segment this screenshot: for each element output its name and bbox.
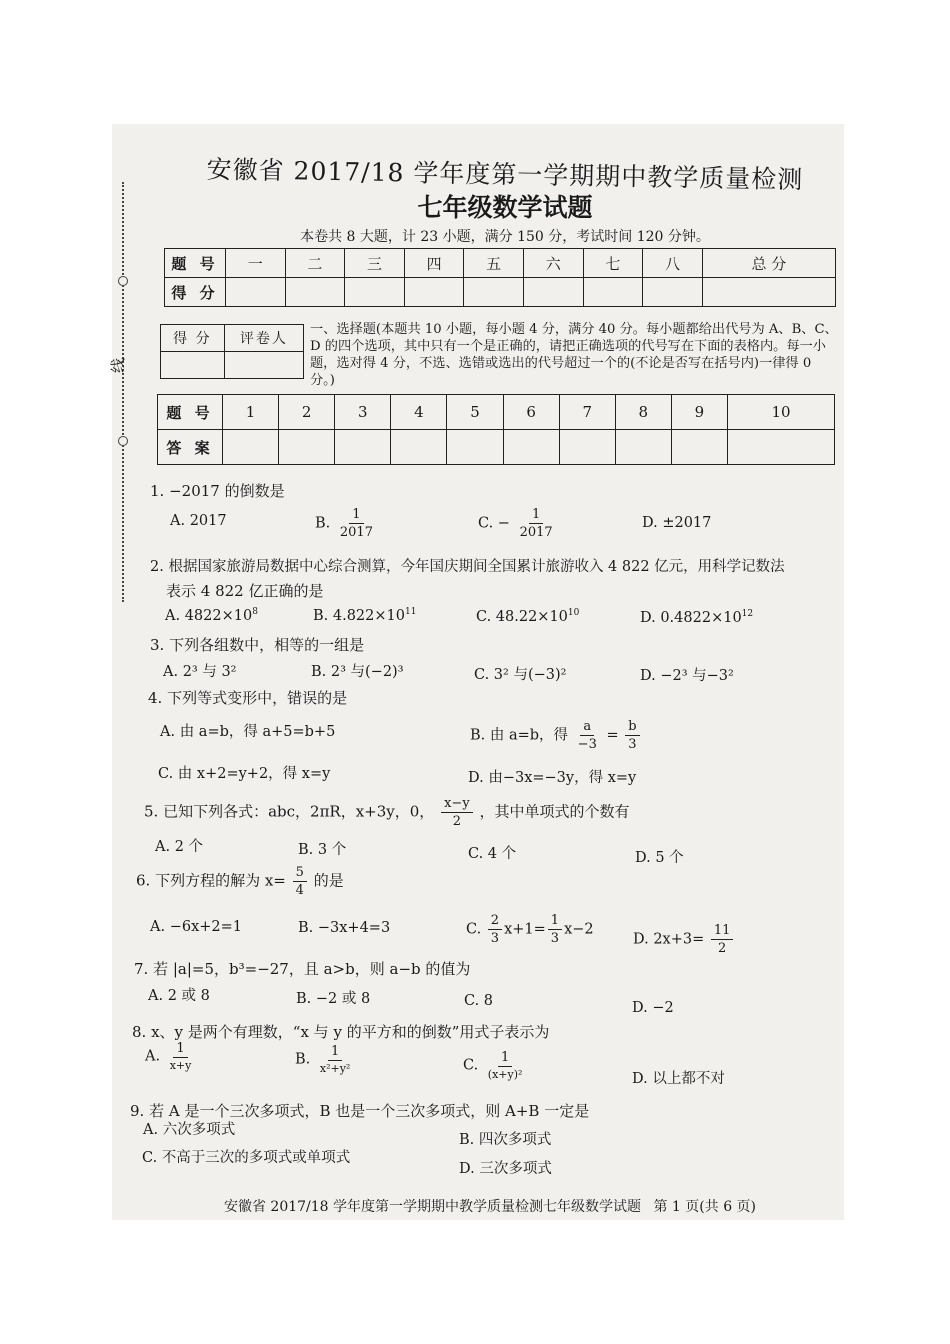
q8-b-num: 1 (328, 1045, 342, 1061)
q2-option-d (640, 609, 753, 626)
score-table (164, 248, 836, 307)
q6-d-fraction (711, 924, 734, 955)
q4-b-prefix: B. 由 a=b，得 (470, 727, 569, 744)
q4-b-fraction-2 (625, 720, 639, 751)
q7-option-a: A. 2 或 8 (148, 988, 210, 1004)
q6-option-c (466, 914, 594, 945)
answer-cell[interactable] (279, 430, 335, 465)
score-cell[interactable] (702, 278, 835, 307)
q5-option-c: C. 4 个 (468, 846, 517, 862)
grader-score-cell[interactable] (161, 352, 225, 379)
answer-number-10: 10 (727, 395, 834, 430)
q5-option-d: D. 5 个 (635, 850, 684, 866)
q6-option-a: A. −6x+2=1 (150, 919, 242, 935)
q8-option-c (463, 1051, 527, 1080)
q2-stem-line2: 表示 4 822 亿正确的是 (166, 582, 324, 600)
q6-d-den: 2 (718, 941, 727, 956)
score-cell[interactable] (226, 278, 286, 307)
q1-b-prefix: B. (315, 515, 331, 532)
q4-option-c: C. 由 x+2=y+2，得 x=y (158, 766, 331, 782)
answer-number-2: 2 (279, 395, 335, 430)
q2-option-a (165, 607, 258, 624)
score-col-total: 总 分 (702, 249, 835, 278)
answer-cell[interactable] (391, 430, 447, 465)
q2-option-c (476, 608, 579, 625)
q1-stem: 1. −2017 的倒数是 (150, 482, 285, 500)
q6-c-num2: 1 (548, 914, 562, 930)
q7-stem: 7. 若 |a|=5，b³=−27，且 a>b，则 a−b 的值为 (134, 960, 471, 978)
grader-name-label: 评卷人 (224, 325, 303, 352)
q6-c-num1: 2 (488, 914, 502, 930)
q4-option-d: D. 由−3x=−3y，得 x=y (468, 770, 637, 786)
q1-b-fraction (337, 508, 376, 539)
answer-cell[interactable] (447, 430, 503, 465)
score-table-score-row (165, 278, 836, 307)
q8-c-den: (x+y)² (487, 1068, 523, 1081)
q4-b-fraction-1 (575, 720, 600, 751)
section1-intro: 一、选择题(本题共 10 小题，每小题 4 分，满分 40 分。每小题都给出代号为 A、B、C、D 的四个选项，其中只有一个是正确的，请把正确选项的代号写在下面的表格内。每一小题，选对得 4 分，不选、选错或选出的代号超过一个的(不论是否写在括号内)一律得 0 分。) (310, 322, 838, 388)
q5-option-a: A. 2 个 (155, 839, 204, 855)
q8-c-fraction (485, 1051, 526, 1080)
q5-stem-den: 2 (452, 814, 462, 829)
q1-option-c (478, 508, 558, 539)
score-cell[interactable] (643, 278, 703, 307)
q4-option-b (470, 720, 642, 751)
q7-option-d: D. −2 (632, 1000, 674, 1016)
q9-option-b: B. 四次多项式 (459, 1132, 552, 1148)
q5-stem-fraction (441, 797, 473, 828)
q8-stem: 8. x、y 是两个有理数，“x 与 y 的平方和的倒数”用式子表示为 (132, 1023, 550, 1041)
exam-title: 安徽省 2017/18 学年度第一学期期中教学质量检测 (206, 154, 804, 195)
answer-number-7: 7 (559, 395, 615, 430)
answer-number-6: 6 (503, 395, 559, 430)
score-col-3: 三 (345, 249, 405, 278)
score-col-7: 七 (583, 249, 643, 278)
q2-stem-line1: 2. 根据国家旅游局数据中心综合测算，今年国庆期间全国累计旅游收入 4 822 亿元，用科学记数法 (150, 559, 785, 575)
answer-number-9: 9 (671, 395, 727, 430)
answer-cell[interactable] (503, 430, 559, 465)
q9-option-a: A. 六次多项式 (143, 1122, 236, 1138)
q8-a-num: 1 (173, 1042, 187, 1058)
q4-option-a: A. 由 a=b，得 a+5=b+5 (160, 724, 336, 740)
q2-b-exp: 11 (404, 607, 417, 617)
grader-table (160, 324, 304, 379)
q6-c-den1: 3 (490, 931, 500, 946)
binding-label: 线 (109, 357, 128, 374)
q1-option-b (315, 508, 378, 539)
answer-table (157, 394, 835, 465)
q3-stem: 3. 下列各组数中，相等的一组是 (150, 636, 365, 654)
answer-number-8: 8 (615, 395, 671, 430)
q1-c-num: 1 (529, 508, 543, 524)
answer-cell[interactable] (727, 430, 834, 465)
q2-a-base: A. 4822×10 (165, 607, 253, 624)
q1-b-den: 2017 (339, 525, 373, 540)
score-col-4: 四 (404, 249, 464, 278)
q3-option-a: A. 2³ 与 3² (163, 664, 237, 680)
score-col-2: 二 (285, 249, 345, 278)
q5-stem-suffix: ，其中单项式的个数有 (479, 802, 630, 821)
q6-c-mid: x+1= (504, 921, 546, 938)
score-col-6: 六 (523, 249, 583, 278)
q1-c-den: 2017 (519, 525, 553, 540)
answer-cell[interactable] (671, 430, 727, 465)
q4-stem: 4. 下列等式变形中，错误的是 (148, 689, 348, 707)
score-row-label: 得 分 (165, 278, 226, 307)
q9-stem: 9. 若 A 是一个三次多项式，B 也是一个三次多项式，则 A+B 一定是 (130, 1102, 590, 1120)
grader-name-cell[interactable] (224, 352, 303, 379)
score-cell[interactable] (464, 278, 524, 307)
q8-b-fraction (317, 1045, 353, 1074)
q4-b-num1: a (580, 720, 594, 736)
q8-option-b (295, 1045, 355, 1074)
q8-a-fraction (167, 1042, 195, 1071)
q8-b-den: x²+y² (319, 1062, 351, 1075)
q7-option-c: C. 8 (464, 993, 494, 1009)
answer-cell[interactable] (615, 430, 671, 465)
answer-row-label: 答 案 (158, 430, 223, 465)
exam-instructions: 本卷共 8 大题，计 23 小题，满分 150 分，考试时间 120 分钟。 (300, 229, 710, 245)
answer-cell[interactable] (335, 430, 391, 465)
q5-option-b: B. 3 个 (298, 842, 347, 858)
q8-a-prefix: A. (145, 1048, 161, 1065)
q2-option-b (313, 607, 416, 624)
grader-score-label: 得 分 (161, 325, 225, 352)
score-table-header-row (165, 249, 836, 278)
score-cell[interactable] (583, 278, 643, 307)
q8-c-prefix: C. (463, 1057, 479, 1074)
q6-stem-den: 4 (295, 883, 304, 898)
binding-dotted-line (122, 182, 124, 602)
answer-cell[interactable] (559, 430, 615, 465)
q6-stem (136, 866, 344, 897)
score-cell[interactable] (404, 278, 464, 307)
q2-a-exp: 8 (252, 607, 258, 617)
q6-c-fraction-1 (488, 914, 502, 945)
q6-c-suffix: x−2 (564, 921, 594, 938)
q6-c-fraction-2 (548, 914, 562, 945)
q2-c-base: C. 48.22×10 (476, 608, 568, 625)
q8-c-num: 1 (498, 1051, 512, 1067)
q8-option-a (145, 1042, 196, 1071)
q3-option-c: C. 3² 与(−3)² (474, 667, 567, 683)
q6-c-prefix: C. (466, 921, 482, 938)
score-cell[interactable] (345, 278, 405, 307)
q1-option-d: D. ±2017 (642, 515, 712, 531)
q1-b-num: 1 (349, 508, 363, 524)
q8-option-d: D. 以上都不对 (632, 1071, 725, 1087)
score-col-5: 五 (464, 249, 524, 278)
q6-stem-fraction (293, 866, 307, 897)
exam-subtitle: 七年级数学试题 (417, 193, 593, 222)
q5-stem (144, 797, 629, 828)
q4-b-equals: = (606, 727, 619, 744)
q6-d-num: 11 (711, 924, 734, 940)
q5-stem-num: x−y (441, 797, 473, 813)
q6-option-b: B. −3x+4=3 (298, 920, 391, 936)
q4-b-num2: b (625, 720, 639, 736)
answer-table-answer-row (158, 430, 835, 465)
q2-c-exp: 10 (567, 608, 580, 618)
binding-hole-top (118, 276, 128, 286)
q1-c-fraction (517, 508, 556, 539)
score-table-row-header: 题 号 (165, 249, 226, 278)
answer-number-1: 1 (223, 395, 279, 430)
q2-d-base: D. 0.4822×10 (640, 609, 742, 626)
answer-number-5: 5 (447, 395, 503, 430)
q1-option-a: A. 2017 (170, 513, 227, 529)
score-cell[interactable] (523, 278, 583, 307)
score-col-8: 八 (643, 249, 703, 278)
q6-c-den2: 3 (550, 931, 560, 946)
page-footer (210, 1196, 770, 1216)
q6-d-prefix: D. 2x+3= (633, 931, 705, 948)
q5-stem-prefix: 5. 已知下列各式：abc，2πR，x+3y，0， (144, 802, 435, 821)
q8-b-prefix: B. (295, 1051, 311, 1068)
q8-a-den: x+y (169, 1059, 192, 1072)
answer-number-4: 4 (391, 395, 447, 430)
q4-b-den1: −3 (577, 737, 597, 752)
binding-hole-bottom (118, 436, 128, 446)
q3-option-d: D. −2³ 与−3² (640, 668, 734, 684)
q4-b-den2: 3 (628, 737, 637, 752)
answer-cell[interactable] (223, 430, 279, 465)
footer-text: 安徽省 2017/18 学年度第一学期期中教学质量检测七年级数学试题 (223, 1199, 642, 1215)
q3-option-b: B. 2³ 与(−2)³ (311, 664, 404, 680)
q6-stem-num: 5 (293, 866, 307, 882)
q6-stem-prefix: 6. 下列方程的解为 x= (136, 871, 286, 890)
q2-d-exp: 12 (741, 609, 754, 619)
answer-table-row-header: 题 号 (158, 395, 223, 430)
q6-stem-suffix: 的是 (313, 871, 344, 890)
score-cell[interactable] (285, 278, 345, 307)
answer-number-3: 3 (335, 395, 391, 430)
q1-c-prefix: C. − (478, 515, 510, 532)
q9-option-d: D. 三次多项式 (459, 1161, 552, 1177)
answer-table-number-row (158, 395, 835, 430)
score-col-1: 一 (226, 249, 286, 278)
q9-option-c: C. 不高于三次的多项式或单项式 (142, 1150, 351, 1166)
footer-page-number: 第 1 页(共 6 页) (653, 1199, 757, 1215)
q7-option-b: B. −2 或 8 (296, 991, 371, 1007)
q6-option-d (633, 924, 735, 955)
q2-b-base: B. 4.822×10 (313, 607, 405, 624)
